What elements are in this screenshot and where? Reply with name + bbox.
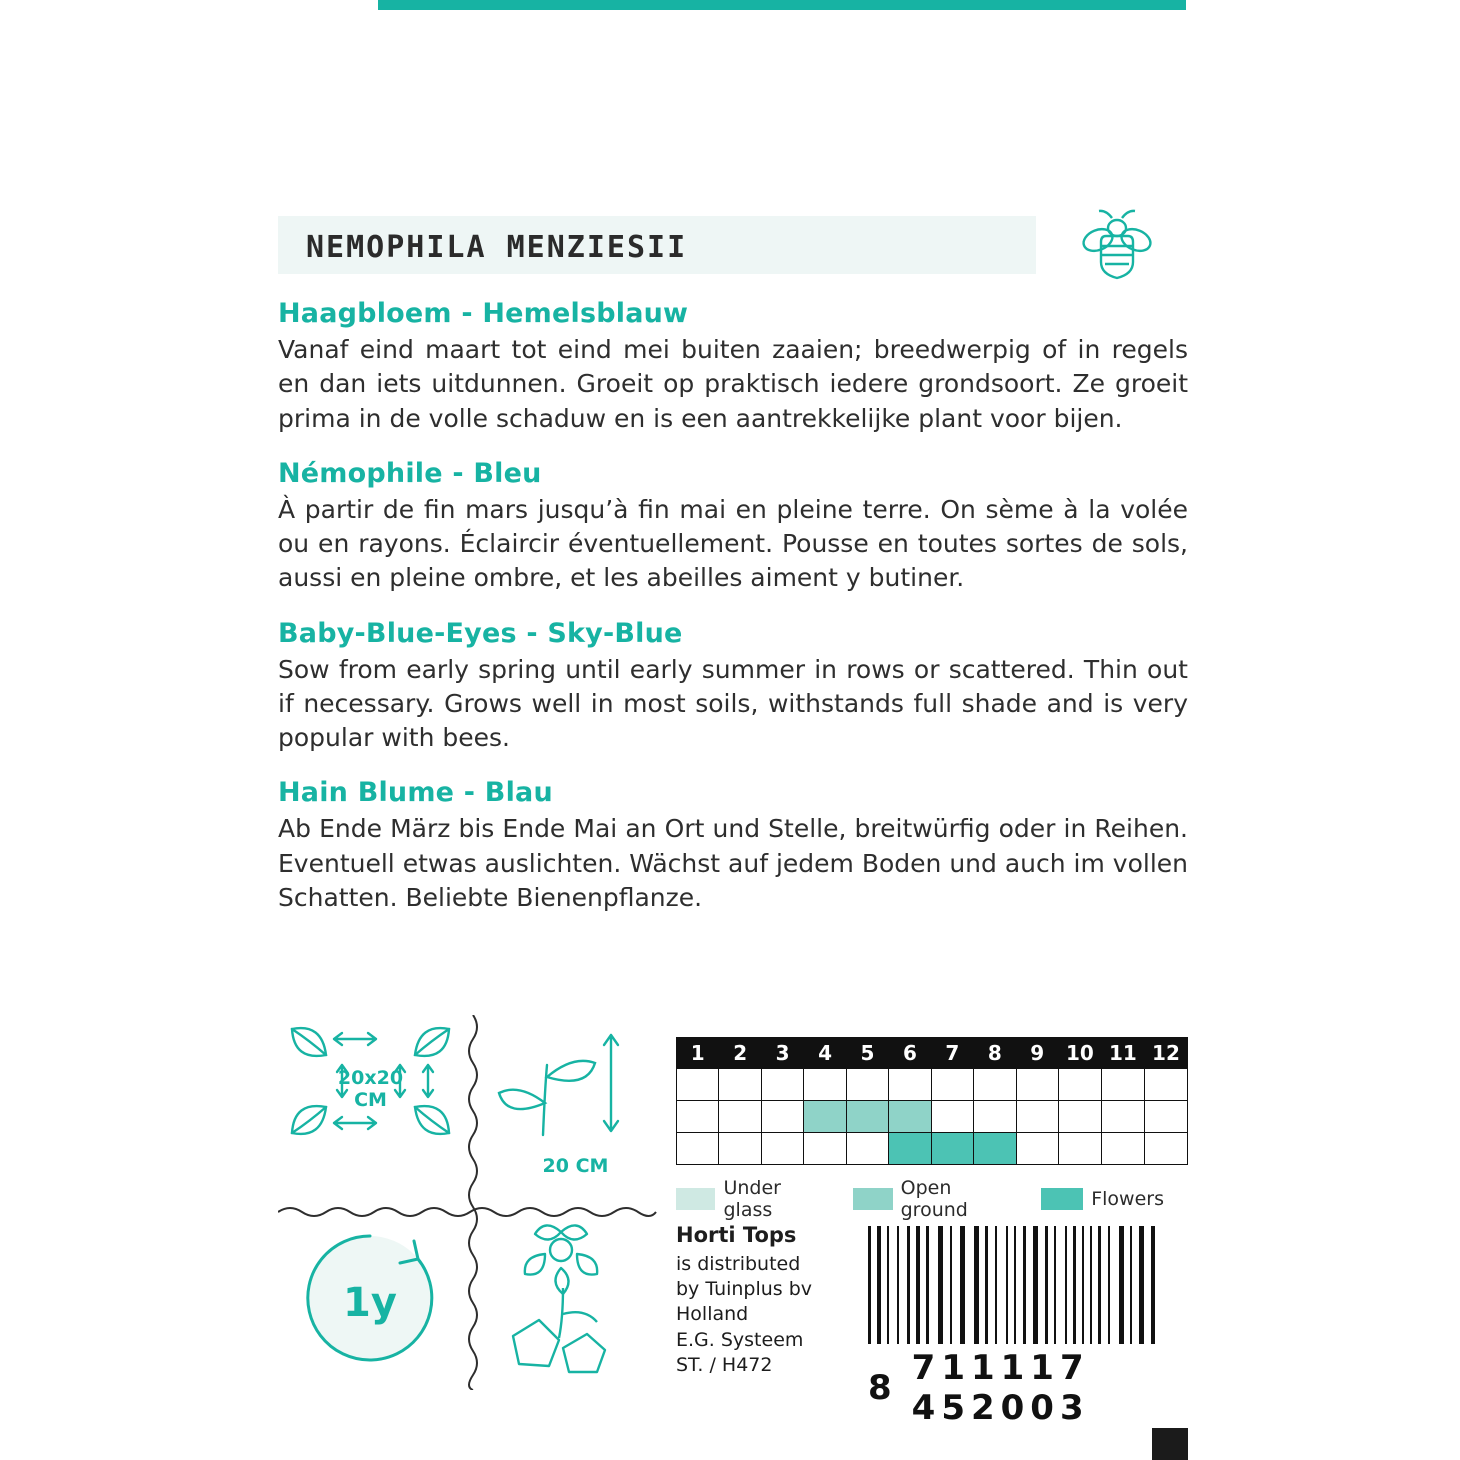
cell xyxy=(1058,1069,1101,1101)
cell-filled xyxy=(931,1133,973,1165)
cell xyxy=(846,1069,888,1101)
cell-filled xyxy=(889,1133,931,1165)
language-heading-fr: Némophile - Bleu xyxy=(278,457,542,489)
brand-name: Horti Tops xyxy=(676,1223,797,1247)
language-heading-de: Hain Blume - Blau xyxy=(278,777,553,809)
month-4: 4 xyxy=(804,1038,846,1069)
language-block-fr xyxy=(278,458,1188,596)
language-body-nl: Vanaf eind maart tot eind mei buiten zaaien; breedwerpig of in regels en dan iets uitdunnen. Groeit op praktisch iedere grondsoort. Ze groeit prima in de volle schaduw en is een aantrekkelijke plant voor bijen. xyxy=(278,335,1188,433)
cell xyxy=(1101,1101,1144,1133)
seed-packet-back xyxy=(278,208,1188,915)
cell xyxy=(804,1133,846,1165)
legend-item-under-glass xyxy=(676,1177,829,1221)
month-9: 9 xyxy=(1016,1038,1058,1069)
cell xyxy=(719,1101,761,1133)
cell xyxy=(931,1069,973,1101)
language-body-fr: À partir de fin mars jusqu’à fin mai en pleine terre. On sème à la volée ou en rayons. Éclaircir éventuellement. Pousse en toutes sortes de sols, aussi en pleine ombre, et les abeilles aiment y butiner. xyxy=(278,494,1188,593)
barcode-number: 711117 452003 xyxy=(911,1348,1090,1428)
barcode-digits xyxy=(868,1348,1188,1428)
top-accent-bar xyxy=(378,0,1186,10)
cell xyxy=(761,1069,803,1101)
legend-item-flowers xyxy=(1041,1188,1164,1210)
cell xyxy=(1101,1133,1144,1165)
calendar-row-under-glass xyxy=(677,1069,1188,1101)
cell xyxy=(719,1133,761,1165)
month-7: 7 xyxy=(931,1038,973,1069)
legend-label-under-glass: Under glass xyxy=(723,1177,781,1221)
cell xyxy=(804,1069,846,1101)
calendar-legend xyxy=(676,1177,1188,1221)
legend-label-open-ground: Open ground xyxy=(900,1177,968,1221)
footer xyxy=(278,1222,1188,1428)
cell xyxy=(761,1133,803,1165)
month-6: 6 xyxy=(889,1038,931,1069)
legend-item-open-ground xyxy=(853,1177,1017,1221)
bee-icon xyxy=(1068,208,1164,284)
cell xyxy=(677,1101,719,1133)
barcode-lead-digit: 8 xyxy=(868,1368,898,1408)
brand-line-2: by Tuinplus bv xyxy=(676,1278,813,1301)
lifecycle-label: 1y xyxy=(343,1280,397,1326)
barcode-bars xyxy=(868,1226,1188,1344)
legend-swatch-open-ground xyxy=(853,1188,893,1210)
calendar-header-row xyxy=(677,1038,1188,1069)
cell-filled xyxy=(889,1101,931,1133)
title-row xyxy=(278,208,1188,280)
spacing-label-line1: 20x20 xyxy=(337,1067,404,1089)
cell xyxy=(1016,1069,1058,1101)
cell xyxy=(889,1069,931,1101)
height-label: 20 CM xyxy=(542,1155,609,1177)
brand-line-5: ST. / H472 xyxy=(676,1353,773,1376)
plant-height-icon xyxy=(483,1015,668,1195)
month-12: 12 xyxy=(1144,1038,1187,1069)
cell xyxy=(1058,1133,1101,1165)
month-1: 1 xyxy=(677,1038,719,1069)
language-heading-nl: Haagbloem - Hemelsblauw xyxy=(278,298,689,329)
cell xyxy=(1016,1133,1058,1165)
month-8: 8 xyxy=(974,1038,1016,1069)
cell xyxy=(974,1101,1016,1133)
language-body-de: Ab Ende März bis Ende Mai an Ort und Stelle, breitwürfig oder in Reihen. Eventuell etwas auslichten. Wächst auf jedem Boden und auch im vollen Schatten. Beliebte Bienenpflanze. xyxy=(278,814,1188,912)
month-3: 3 xyxy=(761,1038,803,1069)
language-block-de xyxy=(278,777,1188,915)
cell xyxy=(1101,1069,1144,1101)
cell xyxy=(974,1069,1016,1101)
cell xyxy=(846,1133,888,1165)
calendar-table xyxy=(676,1037,1188,1165)
cell-filled xyxy=(804,1101,846,1133)
calendar-row-flowers xyxy=(677,1133,1188,1165)
month-10: 10 xyxy=(1058,1038,1101,1069)
cell xyxy=(719,1069,761,1101)
cell-filled xyxy=(974,1133,1016,1165)
brand-line-1: is distributed xyxy=(676,1252,801,1275)
cell xyxy=(931,1101,973,1133)
legend-label-flowers: Flowers xyxy=(1091,1188,1164,1210)
legend-swatch-under-glass xyxy=(676,1188,715,1210)
month-2: 2 xyxy=(719,1038,761,1069)
cell xyxy=(677,1133,719,1165)
cell-filled xyxy=(846,1101,888,1133)
sowing-calendar xyxy=(676,1037,1188,1221)
cell xyxy=(1016,1101,1058,1133)
print-registration-mark xyxy=(1152,1428,1188,1460)
calendar-row-open-ground xyxy=(677,1101,1188,1133)
page-title: NEMOPHILA MENZIESII xyxy=(306,230,688,265)
brand-info xyxy=(676,1222,856,1378)
month-11: 11 xyxy=(1101,1038,1144,1069)
language-block-en xyxy=(278,618,1188,756)
month-5: 5 xyxy=(846,1038,888,1069)
cell xyxy=(1144,1101,1187,1133)
language-body-en: Sow from early spring until early summer in rows or scattered. Thin out if necessary. Grows well in most soils, withstands full shade and is very popular with bees. xyxy=(278,654,1188,752)
spacing-label-line2: CM xyxy=(354,1089,387,1111)
barcode xyxy=(868,1226,1188,1428)
cell xyxy=(761,1101,803,1133)
language-heading-en: Baby-Blue-Eyes - Sky-Blue xyxy=(278,617,683,649)
cell xyxy=(1058,1101,1101,1133)
language-block-nl xyxy=(278,298,1188,436)
legend-swatch-flowers xyxy=(1041,1188,1083,1210)
cell xyxy=(1144,1133,1187,1165)
brand-line-3: Holland xyxy=(676,1303,749,1326)
cell xyxy=(677,1069,719,1101)
plant-spacing-icon xyxy=(278,1015,463,1195)
brand-line-4: E.G. Systeem xyxy=(676,1328,804,1351)
cell xyxy=(1144,1069,1187,1101)
